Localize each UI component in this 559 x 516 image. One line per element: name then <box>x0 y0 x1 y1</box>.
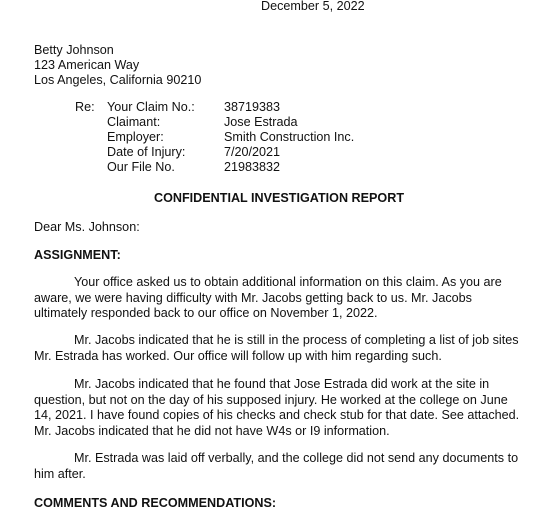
reference-value: Smith Construction Inc. <box>224 130 355 144</box>
reference-label: Your Claim No.: <box>107 100 195 114</box>
reference-value: 21983832 <box>224 160 281 174</box>
letter-date: December 5, 2022 <box>261 0 365 13</box>
reference-block <box>75 100 354 175</box>
reference-row <box>75 100 354 115</box>
recipient-city-state-zip: Los Angeles, California 90210 <box>34 73 202 87</box>
reference-label: Claimant: <box>107 115 161 129</box>
reference-row <box>75 145 354 160</box>
reference-label: Date of Injury: <box>107 145 186 159</box>
reference-value: Jose Estrada <box>224 115 298 129</box>
assignment-paragraph: Your office asked us to obtain additional information on this claim. As you are aware, we were having difficulty with Mr. Jacobs getting back to us. Mr. Jacobs ultimately responded back to our office on November 1, 2022. <box>34 275 502 320</box>
reference-row <box>75 160 354 175</box>
reference-value: 38719383 <box>224 100 281 114</box>
assignment-paragraph: Mr. Estrada was laid off verbally, and the college did not send any documents to him after. <box>34 451 519 481</box>
reference-label: Our File No. <box>107 160 175 174</box>
report-title: CONFIDENTIAL INVESTIGATION REPORT <box>154 191 405 205</box>
section-heading-assignment: ASSIGNMENT: <box>34 248 121 262</box>
assignment-paragraph: Mr. Jacobs indicated that he found that Jose Estrada did work at the site in question, but not on the day of his supposed injury. He worked at the college on June 14, 2021. I have found copies of his checks and check stub for that date. See attached. Mr. Jacobs indicated that he did not have W4s or I9 information. <box>34 377 520 438</box>
re-prefix: Re: <box>75 100 95 114</box>
reference-row <box>75 130 354 145</box>
reference-value: 7/20/2021 <box>224 145 281 159</box>
assignment-paragraph: Mr. Jacobs indicated that he is still in the process of completing a list of job sites Mr. Estrada has worked. Our office will follow up with him regarding such. <box>34 333 519 363</box>
recipient-name: Betty Johnson <box>34 43 114 57</box>
reference-row <box>75 115 354 130</box>
section-heading-comments: COMMENTS AND RECOMMENDATIONS: <box>34 496 277 510</box>
reference-label: Employer: <box>107 130 164 144</box>
recipient-street: 123 American Way <box>34 58 140 72</box>
salutation: Dear Ms. Johnson: <box>34 220 140 234</box>
